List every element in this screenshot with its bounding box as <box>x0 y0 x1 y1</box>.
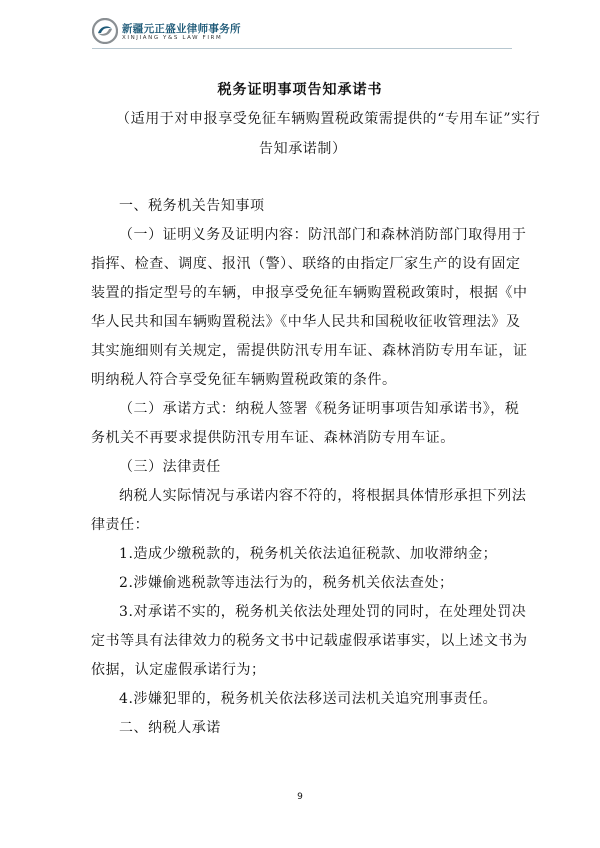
body-line: 装置的指定型号的车辆，申报享受免征车辆购置税政策时，根据《中 <box>91 285 528 301</box>
body-line: 指挥、检查、调度、报汛（警）、联络的由指定厂家生产的设有固定 <box>91 256 521 272</box>
document-title: 税务证明事项告知承诺书 <box>217 82 383 98</box>
body-line: 其实施细则有关规定，需提供防汛专用车证、森林消防专用车证，证 <box>91 343 528 359</box>
section-heading-notice: 一、税务机关告知事项 <box>119 198 265 214</box>
list-item: 2.涉嫌偷逃税款等违法行为的，税务机关依法查处； <box>119 575 454 591</box>
document-subtitle-line-2: 告知承诺制） <box>259 141 347 157</box>
body-line: 纳税人实际情况与承诺内容不符的，将根据具体情形承担下列法 <box>119 488 527 504</box>
body-line: 依据，认定虚假承诺行为； <box>91 662 266 678</box>
firm-logo-icon <box>92 18 118 44</box>
body-line: （一）证明义务及证明内容：防汛部门和森林消防部门取得用于 <box>119 227 527 243</box>
firm-name-cn: 新疆元正盛业律师事务所 <box>122 23 241 35</box>
body-line: （二）承诺方式：纳税人签署《税务证明事项告知承诺书》，税 <box>119 401 520 417</box>
body-line: 明纳税人符合享受免征车辆购置税政策的条件。 <box>91 372 397 388</box>
header-divider <box>92 48 512 49</box>
list-item: 3.对承诺不实的，税务机关依法处理处罚的同时，在处理处罚决 <box>119 604 527 620</box>
page-number: 9 <box>297 792 303 802</box>
subsection-heading-liability: （三）法律责任 <box>119 459 221 475</box>
list-item: 4.涉嫌犯罪的，税务机关依法移送司法机关追究刑事责任。 <box>119 691 498 707</box>
body-line: 务机关不再要求提供防汛专用车证、森林消防专用车证。 <box>91 430 455 446</box>
list-item: 1.造成少缴税款的，税务机关依法追征税款、加收滞纳金； <box>119 546 498 562</box>
document-subtitle-line-1: （适用于对申报享受免征车辆购置税政策需提供的“专用车证”实行 <box>116 111 541 127</box>
body-line: 华人民共和国车辆购置税法》《中华人民共和国税收征收管理法》及 <box>91 314 521 330</box>
body-line: 律责任： <box>91 517 150 533</box>
section-heading-commitment: 二、纳税人承诺 <box>119 720 221 736</box>
firm-name-en: XINJIANG Y&S LAW FIRM <box>122 35 223 41</box>
body-line: 定书等具有法律效力的税务文书中记载虚假承诺事实，以上述文书为 <box>91 633 528 649</box>
letterhead <box>92 18 552 50</box>
